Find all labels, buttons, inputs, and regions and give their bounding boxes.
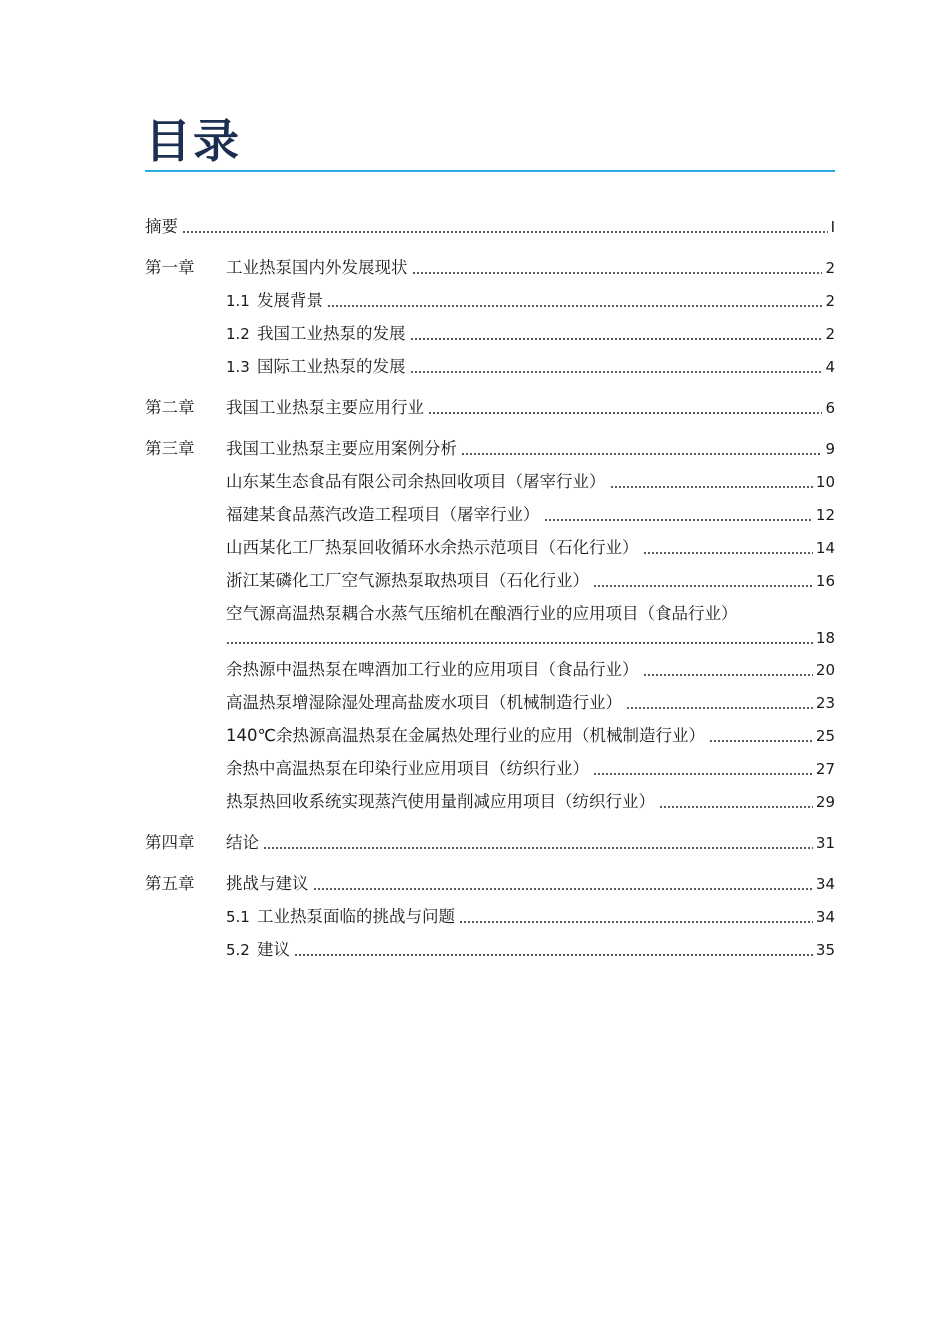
toc-leader xyxy=(593,773,813,775)
toc-label: 福建某食品蒸汽改造工程项目（屠宰行业） xyxy=(226,505,540,524)
toc-entry-chapter-5[interactable] xyxy=(145,873,835,895)
toc-leader xyxy=(709,740,813,742)
toc-page-number: 31 xyxy=(815,834,835,852)
toc-entry-case[interactable] xyxy=(226,791,835,813)
toc-page-number: 25 xyxy=(815,727,835,745)
toc-entry-case-wrapped-label[interactable]: 空气源高温热泵耦合水蒸气压缩机在酿酒行业的应用项目（食品行业） xyxy=(226,604,738,623)
toc-label: 山西某化工厂热泵回收循环水余热示范项目（石化行业） xyxy=(226,538,639,557)
toc-leader xyxy=(626,707,813,709)
toc-entry-section-1-2[interactable] xyxy=(226,323,835,345)
toc-label: 余热源中温热泵在啤酒加工行业的应用项目（食品行业） xyxy=(226,660,639,679)
toc-chapter-number: 第三章 xyxy=(145,439,195,458)
toc-entry-section-5-2[interactable] xyxy=(226,939,835,961)
toc-label: 结论 xyxy=(226,833,259,852)
page-title: 目录 xyxy=(145,114,241,168)
toc-page-number: 23 xyxy=(815,694,835,712)
toc-leader xyxy=(313,888,813,890)
toc-page-number: 2 xyxy=(825,259,835,277)
toc-leader xyxy=(412,272,823,274)
toc-page-number: 20 xyxy=(815,661,835,679)
toc-leader xyxy=(263,847,813,849)
toc-page-number: 14 xyxy=(815,539,835,557)
toc-leader xyxy=(428,412,822,414)
toc-page-number: I xyxy=(830,218,835,236)
toc-chapter-number: 第二章 xyxy=(145,398,195,417)
toc-page-number: 2 xyxy=(825,325,835,343)
toc-leader xyxy=(459,921,813,923)
toc-label: 我国工业热泵的发展 xyxy=(257,324,406,343)
toc-label: 山东某生态食品有限公司余热回收项目（屠宰行业） xyxy=(226,472,606,491)
toc-page-number: 34 xyxy=(815,908,835,926)
toc-leader xyxy=(294,954,813,956)
toc-page-number: 29 xyxy=(815,793,835,811)
toc-leader xyxy=(659,806,813,808)
toc-label: 我国工业热泵主要应用行业 xyxy=(226,398,424,417)
toc-chapter-number: 第五章 xyxy=(145,874,195,893)
toc-page-number: 35 xyxy=(815,941,835,959)
toc-chapter-number: 第一章 xyxy=(145,258,195,277)
toc-label: 工业热泵面临的挑战与问题 xyxy=(257,907,455,926)
toc-label: 发展背景 xyxy=(257,291,323,310)
toc-label: 摘要 xyxy=(145,217,178,236)
toc-label: 热泵热回收系统实现蒸汽使用量削减应用项目（纺织行业） xyxy=(226,792,655,811)
toc-label: 余热中高温热泵在印染行业应用项目（纺织行业） xyxy=(226,759,589,778)
toc-label: 工业热泵国内外发展现状 xyxy=(226,258,408,277)
toc-leader xyxy=(461,453,822,455)
toc-leader xyxy=(610,486,813,488)
toc-page-number: 2 xyxy=(825,292,835,310)
toc-entry-case[interactable] xyxy=(226,692,835,714)
toc-entry-section-1-1[interactable] xyxy=(226,290,835,312)
toc-entry-section-1-3[interactable] xyxy=(226,356,835,378)
toc-leader xyxy=(226,642,813,644)
toc-label: 浙江某磷化工厂空气源热泵取热项目（石化行业） xyxy=(226,571,589,590)
toc-entry-case-wrapped-leader[interactable] xyxy=(226,627,835,649)
toc-entry-abstract[interactable] xyxy=(145,216,835,238)
toc-entry-chapter-1[interactable] xyxy=(145,257,835,279)
toc-page-number: 6 xyxy=(825,399,835,417)
toc-leader xyxy=(544,519,813,521)
toc-section-number: 5.2 xyxy=(226,941,250,959)
toc-chapter-number: 第四章 xyxy=(145,833,195,852)
toc-entry-case[interactable] xyxy=(226,659,835,681)
toc-entry-case[interactable] xyxy=(226,570,835,592)
toc-leader xyxy=(410,338,823,340)
toc-label: 国际工业热泵的发展 xyxy=(257,357,406,376)
toc-leader xyxy=(410,371,823,373)
toc-entry-case[interactable] xyxy=(226,725,835,747)
toc-page-number: 4 xyxy=(825,358,835,376)
toc-leader xyxy=(643,674,813,676)
toc-page-number: 9 xyxy=(825,440,835,458)
toc-label: 140℃余热源高温热泵在金属热处理行业的应用（机械制造行业） xyxy=(226,726,706,745)
toc-leader xyxy=(593,585,813,587)
toc-entry-section-5-1[interactable] xyxy=(226,906,835,928)
toc-page-number: 10 xyxy=(815,473,835,491)
toc-label: 我国工业热泵主要应用案例分析 xyxy=(226,439,457,458)
toc-entry-case[interactable] xyxy=(226,504,835,526)
toc-label: 高温热泵增湿除湿处理高盐废水项目（机械制造行业） xyxy=(226,693,622,712)
toc-section-number: 1.3 xyxy=(226,358,250,376)
toc-page-number: 34 xyxy=(815,875,835,893)
toc-section-number: 1.1 xyxy=(226,292,250,310)
toc-leader xyxy=(182,231,828,233)
toc-leader xyxy=(327,305,822,307)
toc-entry-chapter-2[interactable] xyxy=(145,397,835,419)
toc-label: 建议 xyxy=(257,940,290,959)
toc-entry-chapter-4[interactable] xyxy=(145,832,835,854)
toc-label: 挑战与建议 xyxy=(226,874,309,893)
toc-page-number: 27 xyxy=(815,760,835,778)
toc-page-number: 12 xyxy=(815,506,835,524)
toc-page-number: 18 xyxy=(815,629,835,647)
toc-page-number: 16 xyxy=(815,572,835,590)
toc-entry-case[interactable] xyxy=(226,471,835,493)
toc-leader xyxy=(643,552,813,554)
toc-entry-case[interactable] xyxy=(226,758,835,780)
toc-entry-chapter-3[interactable] xyxy=(145,438,835,460)
toc-entry-case[interactable] xyxy=(226,537,835,559)
toc-section-number: 1.2 xyxy=(226,325,250,343)
toc-section-number: 5.1 xyxy=(226,908,250,926)
